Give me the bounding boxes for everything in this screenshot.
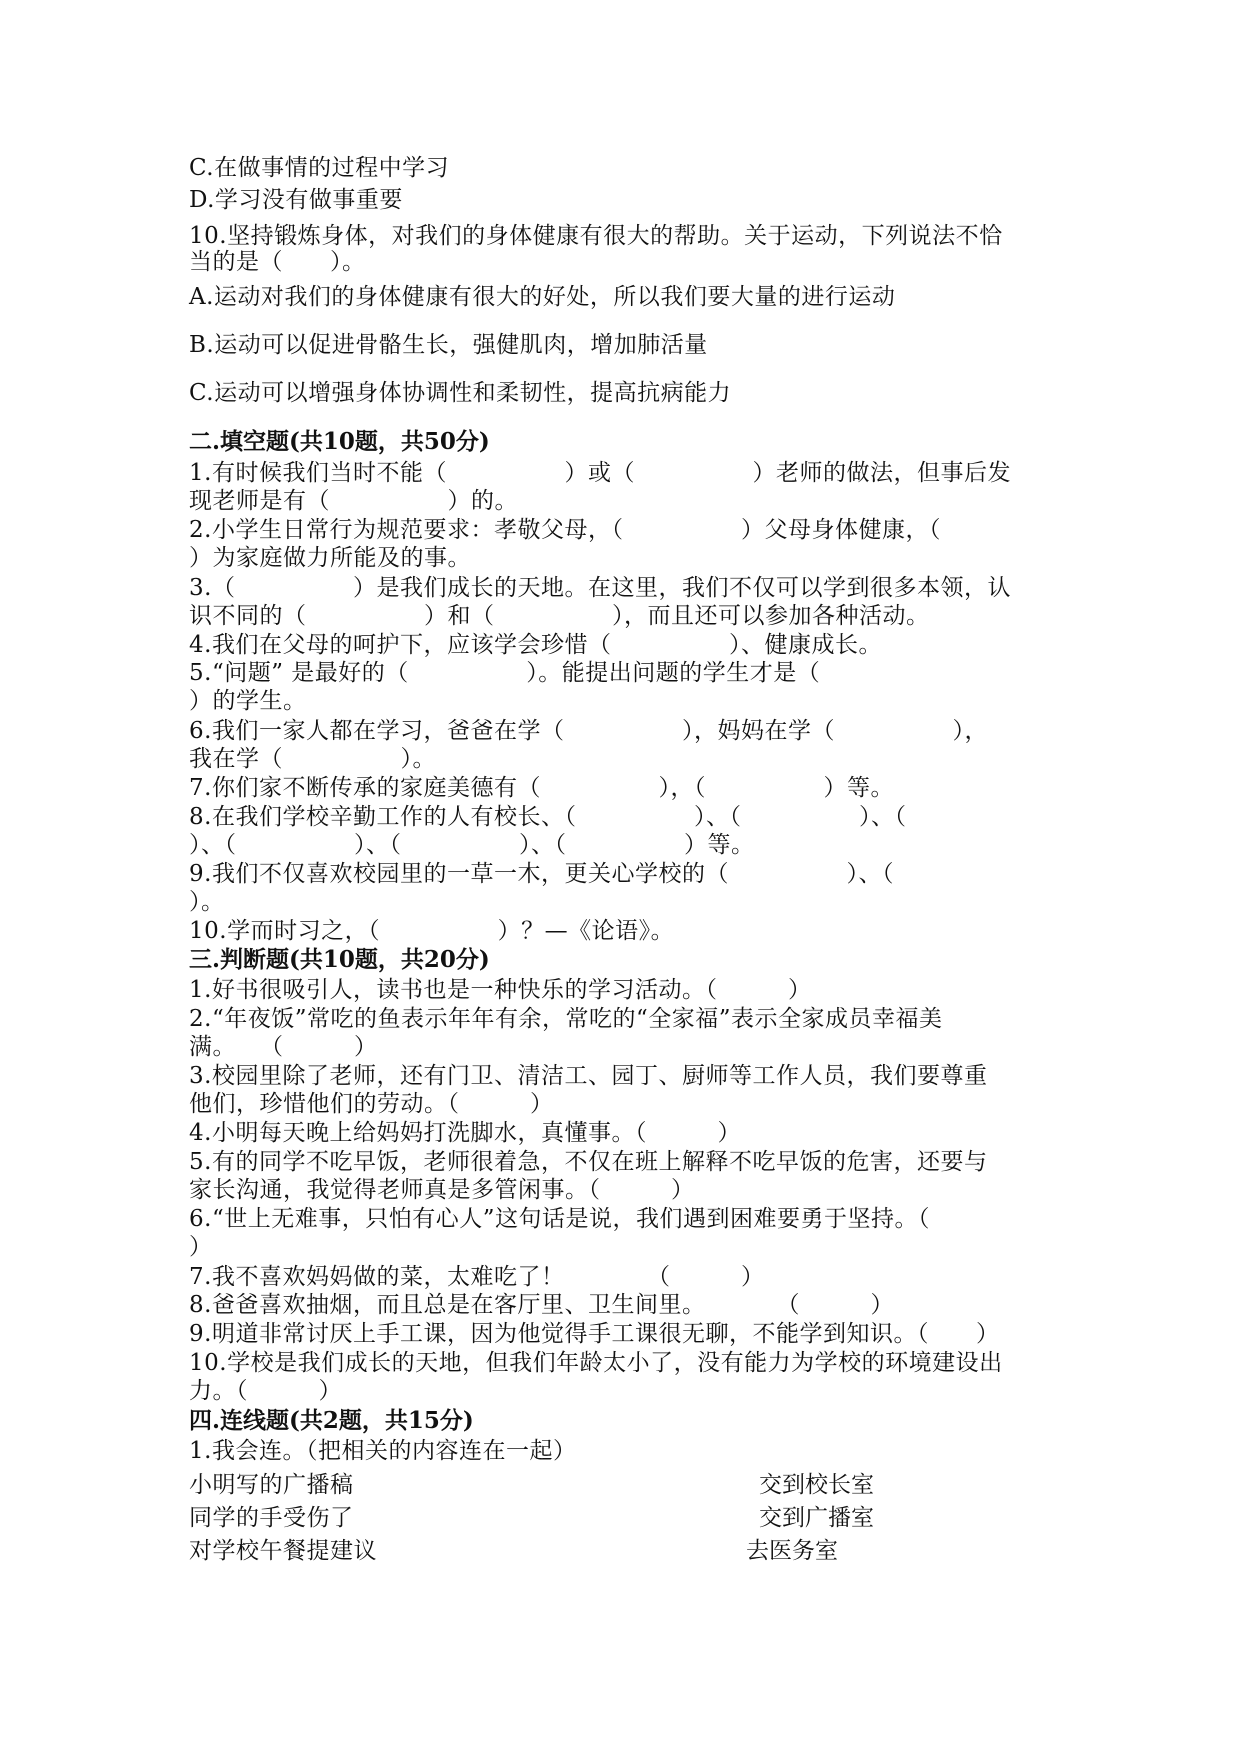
text-line: 力。（ ） [189,1378,342,1404]
text-line: 他们，珍惜他们的劳动。（ ） [189,1091,554,1117]
section-2-heading: 二.填空题(共10题，共50分) [189,428,490,455]
matching-right-item: 交到校长室 [759,1472,874,1498]
matching-right-item: 交到广播室 [759,1505,874,1531]
q10-stem-line-2: 当的是（ ）。 [189,249,366,275]
text-line: 1.有时候我们当时不能（ ）或（ ）老师的做法，但事后发 [189,460,1011,486]
matching-left-item: 小明写的广播稿 [189,1472,354,1498]
text-line: 7.我不喜欢妈妈做的菜，太难吃了！ （ ） [189,1264,765,1290]
text-line: 4.小明每天晚上给妈妈打洗脚水，真懂事。（ ） [189,1120,741,1146]
text-line: 7.你们家不断传承的家庭美德有（ ），（ ）等。 [189,775,894,801]
matching-right-item: 去医务室 [746,1538,838,1564]
text-line: 3.（ ）是我们成长的天地。在这里，我们不仅可以学到很多本领，认 [189,575,1011,601]
text-line: 6.我们一家人都在学习，爸爸在学（ ），妈妈在学（ ）， [189,718,988,744]
matching-question-stem: 1.我会连。（把相关的内容连在一起） [189,1438,577,1464]
section-3-heading: 三.判断题(共10题，共20分) [189,946,490,973]
text-line: 5.“问题” 是最好的（ ）。能提出问题的学生才是（ [189,660,821,686]
text-line: 9.明道非常讨厌上手工课，因为他觉得手工课很无聊，不能学到知识。（ ） [189,1321,1000,1347]
text-line: 家长沟通，我觉得老师真是多管闲事。（ ） [189,1177,695,1203]
q9-option-d: D.学习没有做事重要 [189,187,403,213]
text-line: 2.小学生日常行为规范要求：孝敬父母，（ ）父母身体健康，（ [189,517,941,543]
q9-option-c: C.在做事情的过程中学习 [189,155,450,181]
text-line: ）。 [189,889,225,915]
text-line: 3.校园里除了老师，还有门卫、清洁工、园丁、厨师等工作人员，我们要尊重 [189,1063,988,1089]
text-line: 我在学（ ）。 [189,746,436,772]
text-line: ） [189,1234,213,1260]
text-line: ）、（ ）、（ ）、（ ）等。 [189,832,755,858]
text-line: 识不同的（ ）和（ ），而且还可以参加各种活动。 [189,603,930,629]
text-line: 8.在我们学校辛勤工作的人有校长、（ ）、（ ）、（ [189,804,907,830]
q10-option-a: A.运动对我们的身体健康有很大的好处，所以我们要大量的进行运动 [189,284,896,310]
matching-left-item: 同学的手受伤了 [189,1505,354,1531]
text-line: 8.爸爸喜欢抽烟，而且总是在客厅里、卫生间里。 （ ） [189,1292,894,1318]
section-4-heading: 四.连线题(共2题，共15分) [189,1407,474,1434]
text-line: 10.学而时习之，（ ）？—《论语》。 [189,918,675,944]
text-line: 4.我们在父母的呵护下，应该学会珍惜（ ）、健康成长。 [189,632,882,658]
text-line: 1.好书很吸引人，读书也是一种快乐的学习活动。（ ） [189,977,812,1003]
text-line: 现老师是有（ ）的。 [189,488,518,514]
text-line: 满。 （ ） [189,1034,378,1060]
matching-left-item: 对学校午餐提建议 [189,1538,377,1564]
text-line: 5.有的同学不吃早饭，老师很着急，不仅在班上解释不吃早饭的危害，还要与 [189,1149,988,1175]
text-line: 6.“世上无难事，只怕有心人”这句话是说，我们遇到困难要勇于坚持。（ [189,1206,930,1232]
text-line: 9.我们不仅喜欢校园里的一草一木，更关心学校的（ ）、（ [189,861,894,887]
text-line: 2.“年夜饭”常吃的鱼表示年年有余，常吃的“全家福”表示全家成员幸福美 [189,1006,943,1032]
q10-option-b: B.运动可以促进骨骼生长，强健肌肉，增加肺活量 [189,332,708,358]
q10-option-c: C.运动可以增强身体协调性和柔韧性，提高抗病能力 [189,380,732,406]
text-line: ）的学生。 [189,688,307,714]
text-line: ）为家庭做力所能及的事。 [189,545,471,571]
text-line: 10.学校是我们成长的天地，但我们年龄太小了，没有能力为学校的环境建设出 [189,1350,1003,1376]
q10-stem-line-1: 10.坚持锻炼身体，对我们的身体健康有很大的帮助。关于运动，下列说法不恰 [189,223,1003,249]
